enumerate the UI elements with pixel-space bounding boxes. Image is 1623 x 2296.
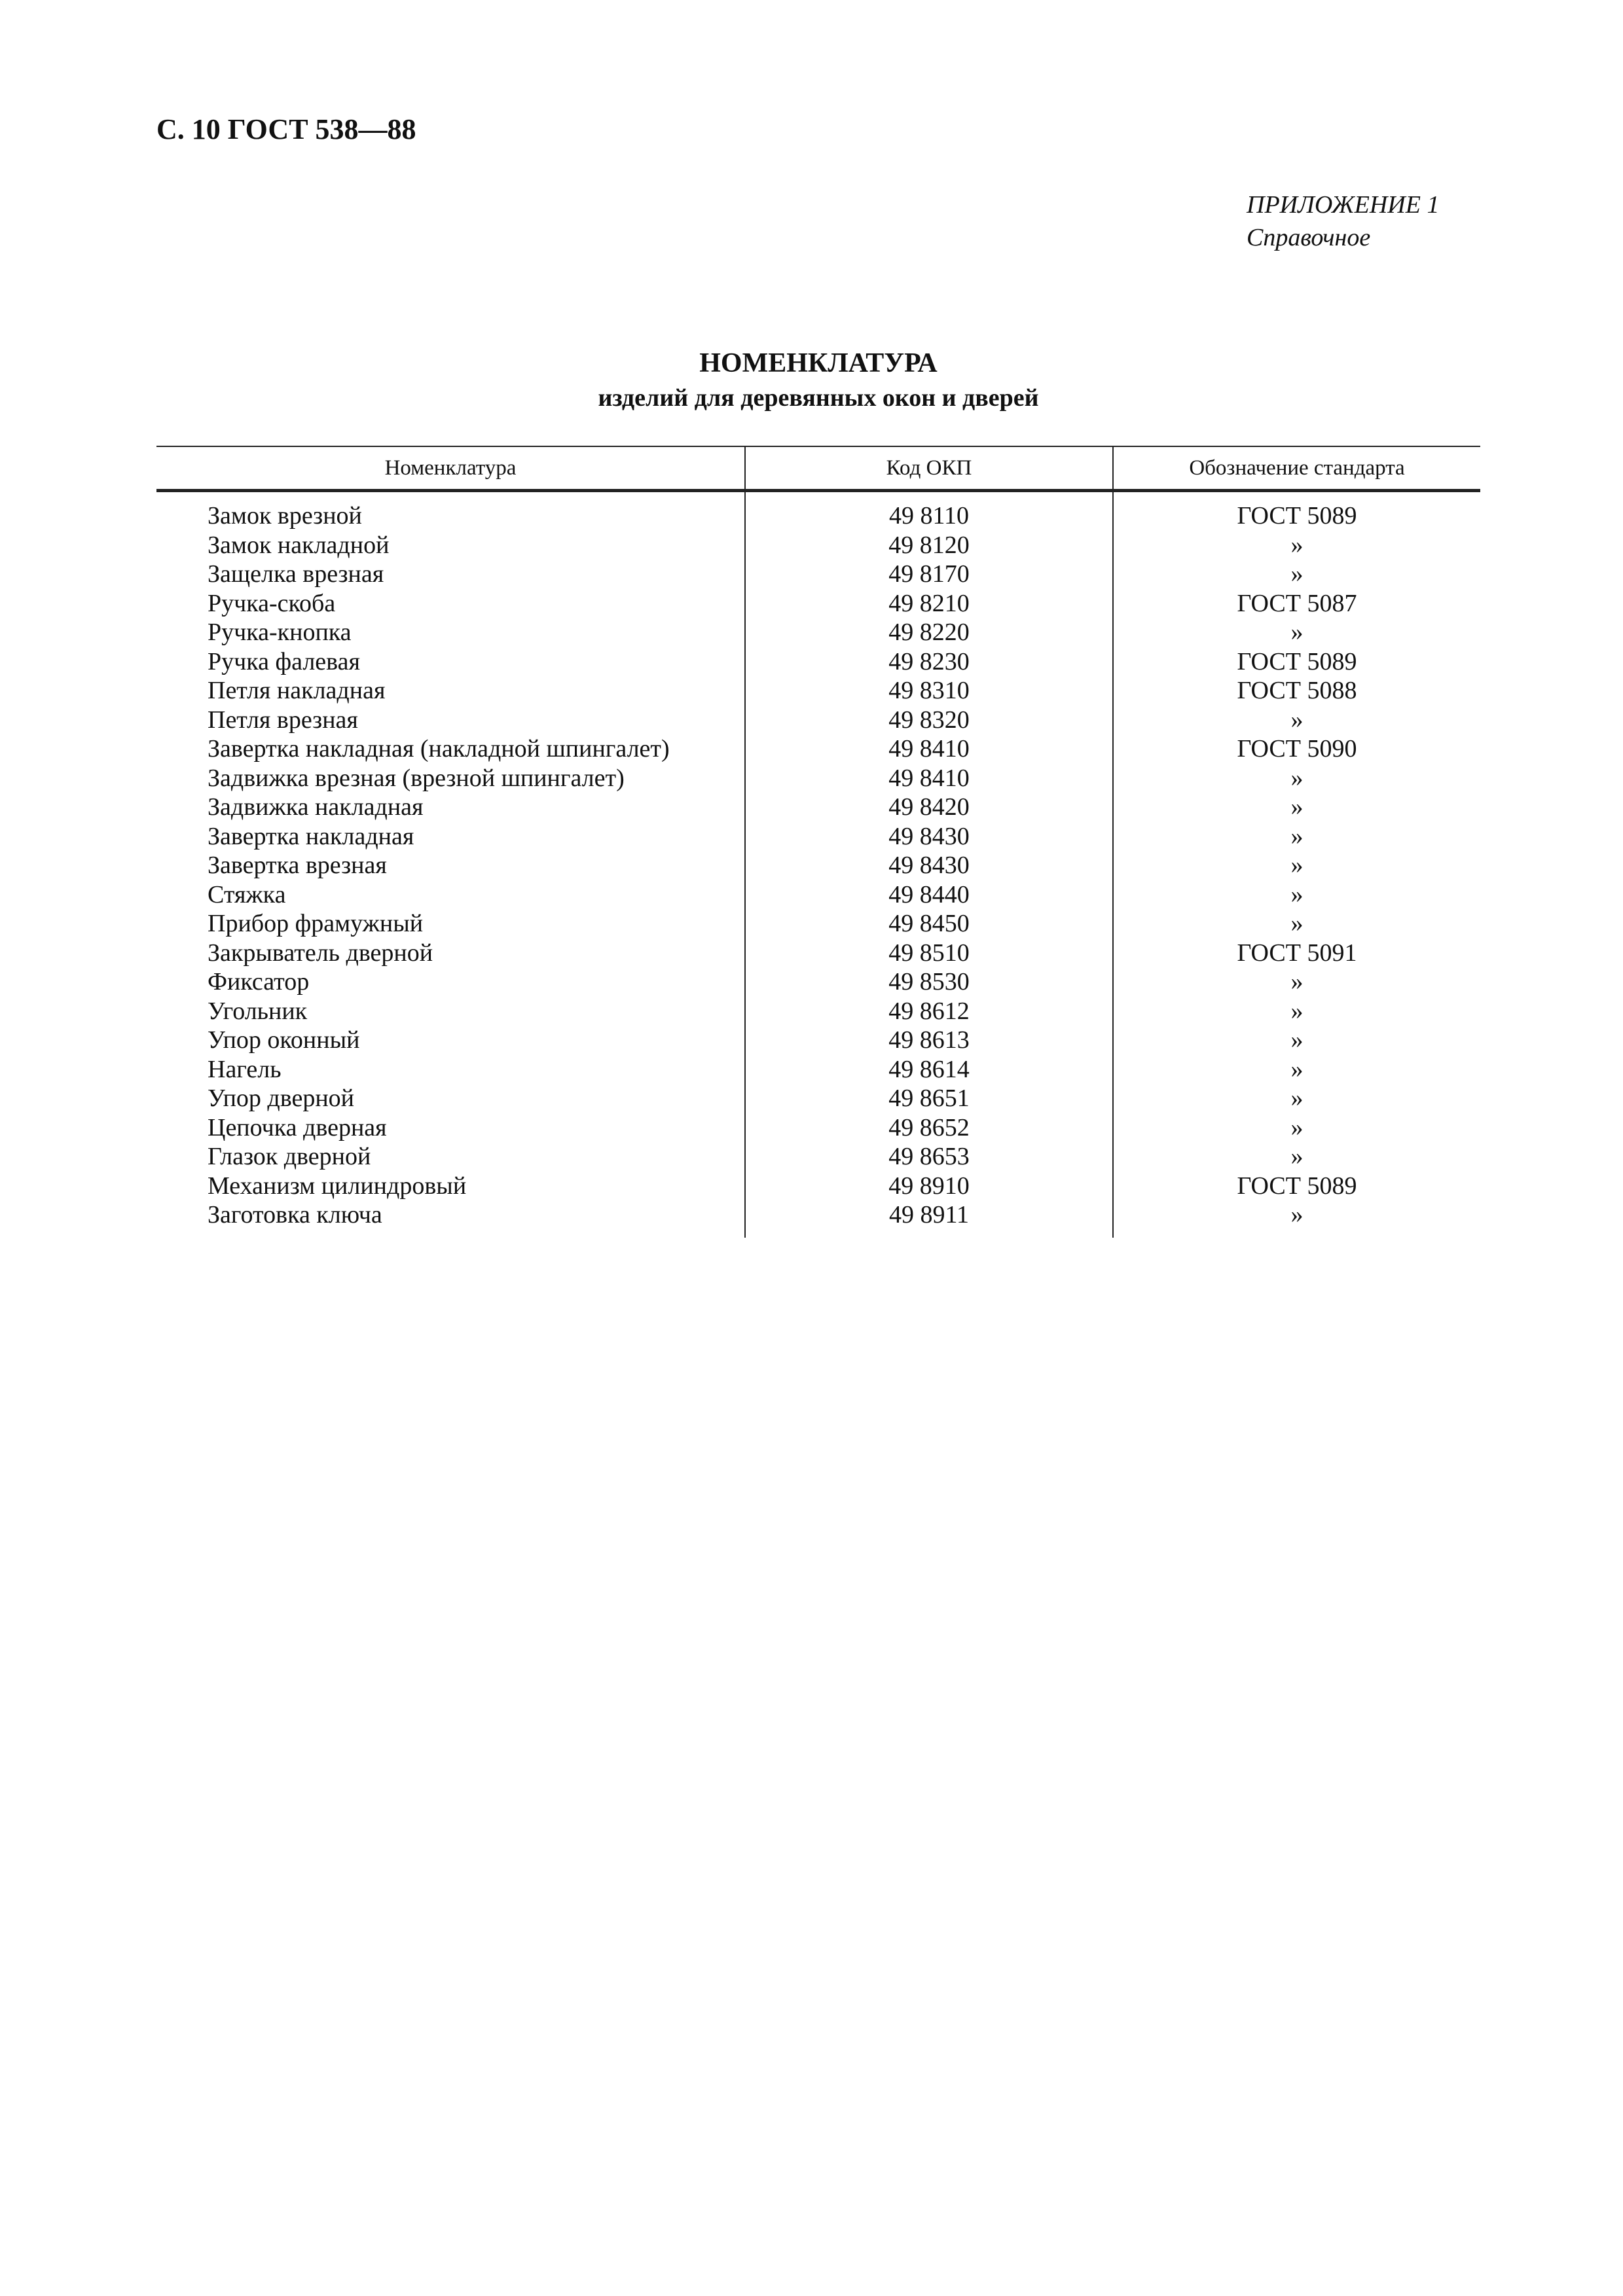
cell-nomenclature: Упор дверной: [208, 1085, 354, 1112]
cell-standard: »: [1113, 1113, 1480, 1143]
cell-standard: ГОСТ 5089: [1113, 647, 1480, 677]
appendix-label: ПРИЛОЖЕНИЕ 1: [1247, 191, 1440, 219]
cell-standard: »: [1113, 793, 1480, 822]
cell-standard: »: [1113, 909, 1480, 939]
table-row: [156, 1084, 1480, 1113]
table-row: [156, 734, 1480, 764]
cell-okp-code: 49 8910: [745, 1172, 1113, 1201]
cell-okp-code: 49 8530: [745, 967, 1113, 997]
cell-nomenclature: Угольник: [208, 997, 308, 1025]
table-row: [156, 1200, 1480, 1238]
cell-nomenclature: Механизм цилиндровый: [208, 1172, 467, 1200]
cell-okp-code: 49 8614: [745, 1055, 1113, 1085]
cell-standard: ГОСТ 5089: [1113, 491, 1480, 531]
table-row: [156, 851, 1480, 880]
nomenclature-table-wrapper: [156, 446, 1480, 1238]
column-header-standard: Обозначение стандарта: [1113, 446, 1480, 491]
cell-okp-code: 49 8450: [745, 909, 1113, 939]
cell-nomenclature: Нагель: [208, 1055, 282, 1083]
table-row: [156, 939, 1480, 968]
cell-nomenclature: Фиксатор: [208, 968, 310, 996]
cell-okp-code: 49 8320: [745, 706, 1113, 735]
cell-nomenclature: Глазок дверной: [208, 1143, 371, 1170]
table-row: [156, 1026, 1480, 1055]
cell-standard: »: [1113, 764, 1480, 793]
cell-standard: »: [1113, 560, 1480, 589]
cell-nomenclature: Упор оконный: [208, 1026, 360, 1054]
cell-nomenclature: Ручка-скоба: [208, 589, 336, 617]
cell-standard: »: [1113, 1084, 1480, 1113]
cell-nomenclature: Заготовка ключа: [208, 1201, 382, 1229]
cell-standard: »: [1113, 706, 1480, 735]
cell-okp-code: 49 8220: [745, 618, 1113, 647]
table-row: [156, 1142, 1480, 1172]
cell-standard: »: [1113, 1055, 1480, 1085]
cell-okp-code: 49 8210: [745, 589, 1113, 619]
cell-nomenclature: Защелка врезная: [208, 560, 384, 588]
cell-standard: »: [1113, 1142, 1480, 1172]
cell-okp-code: 49 8612: [745, 997, 1113, 1026]
appendix-label-block: [1247, 188, 1439, 254]
cell-nomenclature: Замок накладной: [208, 531, 390, 559]
cell-nomenclature: Стяжка: [208, 880, 286, 908]
table-row: [156, 491, 1480, 531]
cell-nomenclature: Задвижка врезная (врезной шпингалет): [208, 764, 625, 792]
cell-standard: »: [1113, 967, 1480, 997]
table-row: [156, 967, 1480, 997]
cell-okp-code: 49 8510: [745, 939, 1113, 968]
table-row: [156, 1113, 1480, 1143]
cell-nomenclature: Петля врезная: [208, 706, 358, 734]
cell-standard: ГОСТ 5089: [1113, 1172, 1480, 1201]
table-row: [156, 822, 1480, 852]
cell-standard: »: [1113, 1200, 1480, 1238]
cell-nomenclature: Прибор фрамужный: [208, 910, 424, 937]
table-row: [156, 880, 1480, 910]
cell-okp-code: 49 8430: [745, 822, 1113, 852]
cell-okp-code: 49 8120: [745, 531, 1113, 560]
cell-nomenclature: Ручка фалевая: [208, 647, 360, 675]
cell-okp-code: 49 8110: [745, 491, 1113, 531]
cell-standard: »: [1113, 531, 1480, 560]
page-header: С. 10 ГОСТ 538—88: [156, 113, 416, 145]
table-row: [156, 793, 1480, 822]
cell-standard: »: [1113, 1026, 1480, 1055]
cell-standard: »: [1113, 880, 1480, 910]
cell-standard: ГОСТ 5088: [1113, 676, 1480, 706]
cell-okp-code: 49 8440: [745, 880, 1113, 910]
cell-standard: »: [1113, 851, 1480, 880]
table-row: [156, 618, 1480, 647]
cell-nomenclature: Завертка врезная: [208, 852, 387, 879]
cell-standard: ГОСТ 5091: [1113, 939, 1480, 968]
cell-okp-code: 49 8651: [745, 1084, 1113, 1113]
cell-nomenclature: Завертка накладная: [208, 822, 414, 850]
table-row: [156, 706, 1480, 735]
appendix-kind: Справочное: [1247, 224, 1371, 251]
table-row: [156, 997, 1480, 1026]
cell-okp-code: 49 8230: [745, 647, 1113, 677]
cell-nomenclature: Задвижка накладная: [208, 793, 424, 821]
cell-okp-code: 49 8652: [745, 1113, 1113, 1143]
cell-standard: ГОСТ 5090: [1113, 734, 1480, 764]
title-subtitle: изделий для деревянных окон и дверей: [598, 384, 1039, 412]
title-main: НОМЕНКЛАТУРА: [699, 348, 938, 378]
document-title: [156, 346, 1480, 415]
column-header-nomenclature: Номенклатура: [156, 446, 745, 491]
cell-nomenclature: Замок врезной: [208, 502, 362, 529]
table-row: [156, 589, 1480, 619]
table-row: [156, 1055, 1480, 1085]
table-row: [156, 764, 1480, 793]
cell-okp-code: 49 8430: [745, 851, 1113, 880]
table-body: [156, 491, 1480, 1238]
cell-nomenclature: Завертка накладная (накладной шпингалет): [208, 735, 670, 762]
cell-standard: »: [1113, 822, 1480, 852]
cell-okp-code: 49 8410: [745, 764, 1113, 793]
cell-nomenclature: Цепочка дверная: [208, 1113, 387, 1141]
cell-okp-code: 49 8410: [745, 734, 1113, 764]
table-header-row: [156, 446, 1480, 491]
cell-nomenclature: Петля накладная: [208, 677, 386, 704]
table-row: [156, 1172, 1480, 1201]
cell-nomenclature: Закрыватель дверной: [208, 939, 433, 967]
cell-standard: »: [1113, 997, 1480, 1026]
cell-okp-code: 49 8310: [745, 676, 1113, 706]
table-row: [156, 531, 1480, 560]
table-row: [156, 647, 1480, 677]
table-row: [156, 909, 1480, 939]
table-row: [156, 560, 1480, 589]
cell-okp-code: 49 8170: [745, 560, 1113, 589]
cell-okp-code: 49 8420: [745, 793, 1113, 822]
cell-nomenclature: Ручка-кнопка: [208, 619, 352, 646]
cell-okp-code: 49 8653: [745, 1142, 1113, 1172]
cell-okp-code: 49 8613: [745, 1026, 1113, 1055]
cell-okp-code: 49 8911: [745, 1200, 1113, 1238]
table-row: [156, 676, 1480, 706]
column-header-okp-code: Код ОКП: [745, 446, 1113, 491]
cell-standard: »: [1113, 618, 1480, 647]
nomenclature-table: [156, 446, 1480, 1238]
cell-standard: ГОСТ 5087: [1113, 589, 1480, 619]
